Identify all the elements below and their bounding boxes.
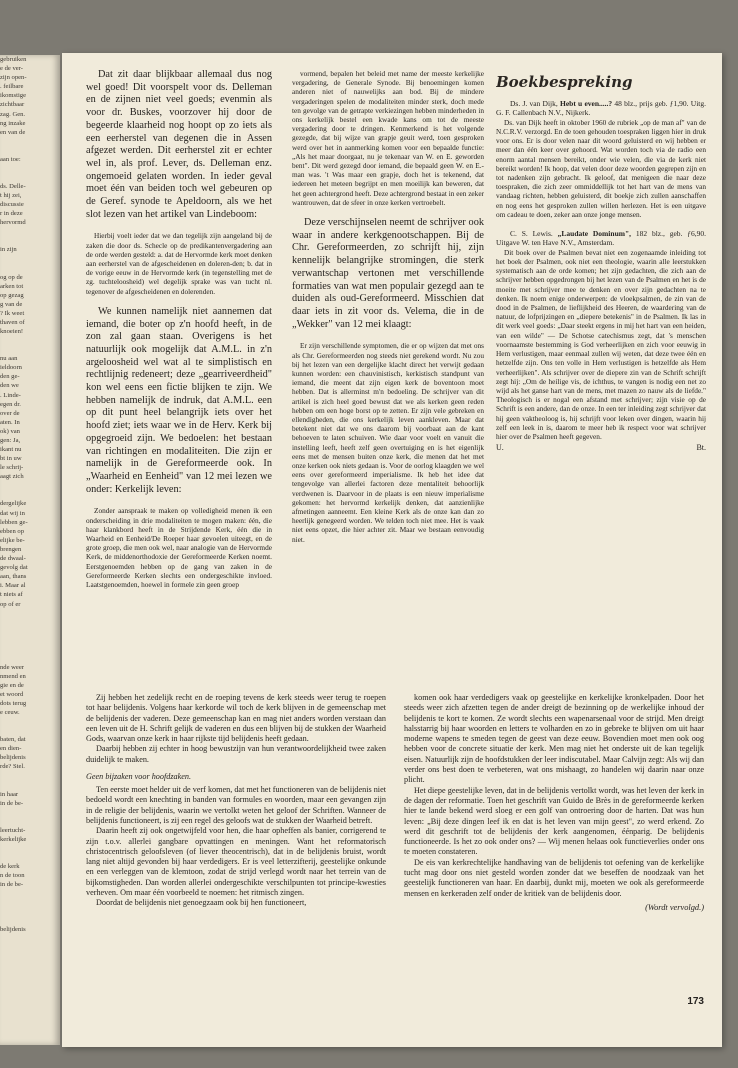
previous-page-line: leertucht-: [0, 826, 26, 834]
previous-page-line: dat wij in: [0, 509, 25, 517]
previous-page-line: aan, thans: [0, 573, 27, 581]
column-2: [292, 69, 484, 689]
previous-page-line: [0, 255, 60, 273]
previous-page-line: t hij zei,: [0, 192, 22, 200]
previous-page-line: g van de: [0, 300, 23, 308]
previous-page-line: [0, 137, 60, 155]
previous-page-line: rde? Stel.: [0, 763, 25, 771]
previous-page-line: ikomstige: [0, 92, 27, 100]
previous-page-line: gen: Ja,: [0, 437, 21, 444]
previous-page-line: [0, 164, 60, 182]
signature-right: Bt.: [696, 443, 706, 453]
previous-page-line: op gezag: [0, 291, 24, 299]
review-1-citation: [496, 99, 706, 118]
previous-page-line: in haar: [0, 790, 19, 798]
previous-page-line: e ceuw.: [0, 709, 20, 717]
previous-page-line: belijdenis: [0, 926, 26, 934]
column-2-quote-1: vormend, bepalen het beleid met name der meeste kerkelijke vergadering, de Generale Synode. Bij benoemingen komen anderen niet of nauwelijks aan bod. Bij de mindere vergaderingen spelen de modaliteiten minder sterk, doch mede ten gevolge van de getrapte verkiezingen hebben minderheden in ons kerkelijk bestel een kwade kans om tot de meeste vergadering door te dringen. Kenmerkend is het volgende gezegde, dat bij wijze van grapje geuit werd, toen gesproken werd over het in aanmerking komen voor een bepaalde functie: „Als het maar doorgaat, nu je tekenaar van W. en E. geworden bent". Dit werd gezegd door iemand, die bepaald geen W. en E.-man was. 't Was maar een grapje, doch het is tekenend, dat iedereen het meteen begrijpt en men moeilijk kan beweren, dat het geen achtergrond heeft. Deze achtergrond bestaat in een zeker wantrouwen, dat de sfeer in onze kerken vertroebelt.: [292, 69, 484, 207]
previous-page-line: [0, 772, 60, 790]
previous-page-line: aan toe:: [0, 155, 21, 163]
review-signature: [496, 443, 706, 452]
previous-page-line: over de: [0, 409, 20, 417]
previous-page-line: [0, 227, 60, 245]
previous-page-strip: [0, 55, 60, 1045]
previous-page-line: dots terug: [0, 699, 27, 707]
previous-page-line: knoeien!: [0, 328, 24, 336]
previous-page-line: gevolg dat: [0, 564, 28, 572]
column-1-quote-2: Zonder aanspraak te maken op volledigheid menen ik een onderscheiding in drie modaliteiten te mogen maken: één, die haar klankbord heeft in de Strijdende Kerk, één die in Waarheid en Eenheid/De Roeper haar gevoelen uiteegt, en de grote groep, die men ook wel, naar analogie van de Hervormde Kerk, de middenorthodoxie der Gereformeerde Kerken noemt. Eerstgenoemden hebben op de gang van zaken in de Gereformeerde Kerken slechts een ondergeschikte invloed. Laatstgenoemden, hoewel in formele zin geen groep: [86, 506, 272, 590]
review-2-citation: [496, 229, 706, 248]
previous-page-line: ds. Delle-: [0, 182, 26, 190]
previous-page-line: n de toon: [0, 872, 25, 879]
previous-page-line: [0, 609, 60, 627]
previous-page-line: . feilbare: [0, 83, 24, 91]
column-2-paragraph-1: Deze verschijnselen neemt de schrijver ook waar in andere kerkgenootschappen. Bij de Chr. Gereformeerden, zo schrijft hij, zijn kennelijk belangrijke stromingen, die sterk verwantschap vertonen met verschillende formaties van wat men populair gezegd aan te duiden als oud-Gereformeerd. Misschien dat daar iets in zit voor ds. Velema, die in de „Wekker" van 12 mei klaagt:: [292, 217, 484, 330]
page-number: 173: [687, 996, 704, 1007]
column-2-quote-2: Er zijn verschillende symptomen, die er op wijzen dat met ons als Chr. Gereformeerden nog steeds niet gerekend wordt. Nu zou bij het lezen van een dergelijke klacht direct het verwijt gedaan kunnen worden: een chauvinistisch, kerkistisch standpunt van iemand, die meent dat zijn eigen kerk de boventoon moet hebben. Dat is allerminst m'n bedoeling. De schrijver van dit artikel is zich heel goed bewust dat we als kerken geen reden hebben om een hoge borst op te zetten. Er zijn vele gebreken en ellendigheden, die ons kerkelijk leven aankleven. Maar dat betekent niet dat we ons daarom bij voorbaat aan de kant behoeven te laten schuiven. Wie daar voor voelt en vanuit die instelling leeft, heeft zelf geen overtuiging en is het eigenlijk eens met de mensen buiten onze kerk, die menen dat het met onze kerken ook niets gedaan is. Voor de oorlog klaagden we wel eens over gereformeerd imperialisme. Ik heb het idee dat tengevolge van allerlei factoren deze mentaliteit behoorlijk verdwenen is. Daarvoor in de plaats is een nieuw imperialisme gekomen: het hervormd kerkelijk denken, dat aanzienlijke afmetingen aanneemt. Een kleine Kerk als de onze kan dan zo heerlijk genegeerd worden. We telden toch niet mee. Het is vaak niet eens opzet, die hier achter zit. Maar we bestaan eenvoudig niet.: [292, 341, 484, 544]
previous-page-line: [0, 336, 60, 354]
previous-page-line: t niets af: [0, 591, 23, 599]
previous-page-line: [0, 627, 60, 645]
previous-page-line: hervormd: [0, 219, 26, 227]
previous-page-line: de dwaal-: [0, 555, 26, 563]
previous-page-line: i. Maar al: [0, 582, 26, 590]
lower-left-paragraph-5: Doordat de belijdenis niet genoegzaam ook bij hen functioneert,: [96, 898, 307, 908]
previous-page-line: thaven of: [0, 318, 25, 326]
lower-article: [86, 693, 706, 993]
previous-page-line: de kerk: [0, 862, 20, 870]
review-2-author: C. S. Lewis.: [510, 229, 553, 239]
previous-page-line: [0, 808, 60, 826]
previous-page-line: en van de: [0, 128, 26, 136]
book-review-heading: Boekbespreking: [496, 73, 633, 91]
previous-page-line: elijke be-: [0, 536, 25, 544]
previous-page-line: lebben ge-: [0, 518, 28, 526]
previous-page-line: gie en de: [0, 681, 24, 689]
previous-page-line: e de ver-: [0, 65, 23, 73]
previous-page-line: gebruiken: [0, 56, 27, 63]
previous-page-line: . Linde-: [0, 391, 21, 399]
review-1-title: Hebt u even.....?: [559, 99, 613, 108]
previous-page-line: in de be-: [0, 799, 24, 807]
review-2-title: „Laudate Dominum",: [557, 229, 632, 239]
previous-page-line: den ge-: [0, 373, 20, 381]
previous-page-line: ? Ik weet: [0, 309, 25, 317]
lower-right-paragraph-2: Het diepe geestelijke leven, dat in de belijdenis vertolkt wordt, was het leven der kerk in de dagen der reformatie. Toen het geschrift van Guido de Brès in de gereformeerde kerken hier te lande bekend werd sloeg er een golf van ontroering door de harten. Dat was hun leven: „Bij deze dingen leef ik en dat is het leven van mijn geest", zo werd erkend. Zo werd dit geschrift tot de belijdenis der kerk aangenomen, éénparig. De belijdenis functioneerde. Is het zo ook onder ons? — Wij menen helaas ook functieverlies onder ons te moeten constateren.: [404, 785, 704, 857]
previous-page-line: discussie: [0, 201, 24, 209]
previous-page-line: in de be-: [0, 881, 24, 889]
previous-page-line: [0, 844, 60, 862]
previous-page-line: belijdenis: [0, 754, 26, 762]
lower-left-subheading: Geen bijzaken voor hoofdzaken.: [86, 772, 192, 782]
previous-page-line: arken tot: [0, 282, 24, 290]
lower-left-paragraph-4: Daarin heeft zij ook ongetwijfeld voor hen, die haar opheffen als banier, corrigerend te zijn t.o.v. allerlei gangbare opvattingen en meningen. Want het reformatorisch christocentrisch geloofsleven (of liever theocentrisch), dat in de belijdenis bruist, wordt lang niet altijd gevonden bij haar verdedigers. Er is veel letterzifterij, geestelijke onkunde en een verleggen van de klemtoon, zodat de strijd verlegd wordt naar het terrein van de bijkomstigheden. Dan worden allerlei ondergeschikte verschilpunten tot principe-kwesties verheven. Om maar één voorbeeld te noemen: het ritmisch zingen.: [86, 826, 386, 898]
previous-page-line: [0, 645, 60, 663]
previous-page-line: ebben op: [0, 527, 24, 535]
previous-page-line: kerkelijke: [0, 835, 27, 843]
previous-page-line: [0, 481, 60, 499]
previous-page-line: den we: [0, 382, 19, 390]
previous-page-line: ikant nu: [0, 446, 22, 454]
previous-page-line: aten. In: [0, 418, 20, 426]
lower-article-left-column: [86, 693, 386, 909]
lower-left-paragraph-3: Ten eerste moet helder uit de verf komen, dat met het functioneren van de belijdenis niet bedoeld wordt een knechting in banden van formules en woorden, maar een gevangen zijn in de religie der belijdenis, waarin we vertolkt weten het geloof der Schriften. Wanneer de belijdenis functioneert, is zij een regel des geloofs wat de stukken der Waarheid betreft.: [86, 785, 386, 825]
lower-right-paragraph-3: De eis van kerkrechtelijke handhaving van de belijdenis tot oefening van de kerkelijke tucht mag door ons niet gesteld worden zonder dat we beseffen de noodzaak van het geestelijk functioneren van haar. En daarbij, dunkt mij, moeten we ook als gereformeerde mensen en kerkeraden zelf onder de kritiek van de belijdenis door.: [404, 857, 704, 898]
previous-page-line: in zijn: [0, 246, 17, 254]
previous-page-line: op of er: [0, 600, 21, 608]
previous-page-line: zag. Gen.: [0, 110, 26, 118]
previous-page-line: bt in uw: [0, 455, 22, 463]
previous-page-line: nde weer: [0, 663, 24, 671]
previous-page-line: dergelijke: [0, 500, 27, 508]
previous-page-line: nu aan: [0, 355, 18, 363]
column-1-paragraph-2: We kunnen namelijk niet aannemen dat iemand, die boter op z'n hoofd heeft, in de zon zal gaan staan. Overigens is het natuurlijk ook mogelijk dat A.M.L. in z'n argeloosheid wel wat al te simplistisch en rechtlijnig redeneert; deze „gearriveerdheid" kon wel eens een fictie blijken te zijn. We hebben namelijk de indruk, dat A.M.L. een op dit punt heel belangrijk iets over het hoofd ziet; iets waar we in de Herv. Kerk bij opgegroeid zijn. We bedoelen: het bestaan van richtingen en modaliteiten. Die zijn er namelijk in de Gereformeerde ook. In „Waarheid en Eenheid" van 12 mei lezen we onder: Kerkelijk leven:: [86, 305, 272, 495]
previous-page-line: ok) van: [0, 427, 20, 435]
previous-page-line: [0, 907, 60, 925]
previous-page-line: zijn open-: [0, 74, 27, 82]
magazine-page: [62, 53, 722, 1047]
book-review-column: [496, 69, 706, 689]
lower-left-paragraph-2: Daarbij hebben zij echter in hoog bewustzijn van hun verantwoordelijkheid twee zaken duidelijk te maken.: [86, 744, 386, 764]
column-1-paragraph-1: Dat zit daar blijkbaar allemaal dus nog wel goed! Dit voorspelt voor ds. Delleman en de zijnen niet veel goeds; evenmin als voor dr. Buskes, voorzover hij door de begeerde klaarheid nog hoopt op zo iets als een eerherstel van degenen die in Assen afgezet werden. Dit eerherstel zit er echter wel in, als prof. Lever, ds. Delleman enz. ongemoeid gelaten worden. In ieder geval moet één van beiden toch wel gebeuren op de Geref. synode te Apeldoorn, als we het slot lezen van het artikel van Lindeboom:: [86, 69, 272, 220]
review-1-meta: 48 blz., prijs geb. ƒ1,90. Uitg. G. F. Callenbach N.V., Nijkerk.: [496, 99, 706, 118]
previous-page-line: zichtbaar: [0, 101, 25, 109]
review-1-author: Ds. J. van Dijk,: [510, 99, 558, 108]
previous-page-line: baten, dat: [0, 736, 26, 744]
previous-page-line: ng inzake: [0, 119, 26, 127]
previous-page-line: og op de: [0, 273, 23, 281]
previous-page-line: ieldoorn: [0, 364, 22, 372]
previous-page-line: nmend en: [0, 672, 26, 680]
previous-page-line: [0, 717, 60, 735]
lower-right-paragraph-1: komen ook haar verdedigers vaak op geestelijke en kerkelijke kronkelpaden. Door het steeds weer zich afzetten tegen de ander dreigt de bezinning op de werkelijke inhoud der belijdenis te kort te komen. Ze wordt slechts een wapenarsenaal voor de strijd. Men dreigt halsstarrig bij haar woorden en letters te volharden en zo in gebreke te blijven om uit haar moderne wapens te smeden tegen de geest van deze eeuw. Bovendien moet men ook oog hebben voor de concrete situatie der kerk. Men mag niet het onderste uit de kan tegelijk eisen. Natuurlijk zijn de hoofdstukken der leer indiscutabel. Maar Calvijn zegt: Als wij dan verder ons best doen te verbeteren, wat ons mishaagt, zo handelen wij daarin naar onze plicht.: [404, 693, 704, 785]
review-2-text: Dit boek over de Psalmen bevat niet een zogenaamde inleiding tot het boek der Psalmen, ook niet een theologie, waarin alle leerstukken systematisch aan de orde komen; het zijn gedachten, die zich aan de schrijver hebben opgedrongen bij het lezen van de Psalmen en het is de moeite met schrijver mee te denken en over zijn gedachten na te denken. Ik noem enige onderwerpen: de vloekpsalmen, de zin van de dood in de Psalmen, de lieflijkheid des Heeren, de waardering van de natuur, de lofprijzingen en „diepere betekenis" in de Psalmen. Ik las in dit werk veel goeds: „Daar steekt ergens in mij het hart van een heiden, van een wilde" — De Schotse catechismus zegt, dat 's menschen voornaamste bestemming is God verheerlijken en zich voor eeuwig in Hem verlustigen, maar eenmaal zullen wij weten, dat deze twee één en hetzelfde zijn. Ons ten volle in Hem verlustigen is hetzelfde als Hem verheerlijken". Als schrijver over de diepere zin van de Schrift schrijft zegt hij: „Om de heilige vis, de ichthus, te vangen is nodig een net zo wijd als het ganse hart van de mens, met mazen zo nauw als de liefde." Theologisch is er nogal een afstand met schrijver; zijn visie op de Schrift is een andere, dan de onze. In een ter inleiding zegt schrijver dat hij geen vaktheoloog is, hij schrijft voor leken over dingen, waarin hij zelf een leek in is, daarom te meer heb ik respect voor wat schrijver hier over de Psalmen heeft gegeven.: [496, 247, 706, 441]
signature-left: U.: [496, 443, 504, 453]
previous-page-line: egen dr.: [0, 400, 21, 408]
column-1: [86, 69, 272, 689]
previous-page-line: aagt zich: [0, 473, 24, 481]
review-1-text: Ds. van Dijk heeft in oktober 1960 de rubriek „op de man af" van de N.C.R.V. verzorgd. En de toen gehouden toespraken liggen hier in druk voor ons. Er is door velen naar dit woord geluisterd en wij hebben er meer dan één keer over gehoord. Wat worden toch via de radio een enorm aantal mensen bereikt, onder wie velen, die via de kerk niet bereikt worden! Ik hoop, dat velen door deze woorden gegrepen zijn en tot nadenken zijn gebracht. Ik geloof, dat menigeen die naar deze toespraken, die zich zeer ommiddellijk tot het hart van de mens van vandaag richten, hebben geluisterd, dit boekje zich zullen aanschaffen en nog eens het gesproken zullen willen herlezen. Het is een uitgave om cadeau te doen, zeker aan onze jonge mensen.: [496, 117, 706, 219]
previous-page-line: [0, 889, 60, 907]
lower-article-right-column: [404, 693, 704, 912]
previous-page-line: et woord: [0, 690, 24, 698]
lower-left-paragraph-1: Zij hebben het zedelijk recht en de roeping tevens de kerk steeds weer terug te roepen tot haar belijdenis. Volgens haar kerkorde wil toch de kerk blijven in de gemeenschap met de belijdenis der vaderen. Deze gemeenschap kan en mag niet anders worden verstaan dan een leven uit de H. Schrift gelijk de vaderen en dus een blijven bij de stukken der Waarheid Gods, waarvan onze kerk in haar rijkste tijd belijdenis heeft gedaan.: [86, 693, 386, 744]
previous-page-line: brengen: [0, 545, 22, 553]
previous-page-line: r in deze: [0, 210, 23, 218]
review-2-meta: 182 blz., geb. ƒ6,90. Uitgave W. ten Have N.V., Amsterdam.: [496, 229, 706, 248]
column-1-quote-1: Hierbij voelt ieder dat we dan tegelijk zijn aangeland bij de zaken die door ds. Schecle op de predikantenvergadering aan de orde werden gesteld: a. dat de Hervormde kerk moet denken aan eerherstel van de afgescheidenen en doleren-den; b. dat in de vorige eeuw in de Hervormde kerk (in tegenstelling met de zg. tuchteloosheid) wel degelijk sprake was van tucht nl. tegenover de afgescheidenen en dolerenden.: [86, 231, 272, 296]
to-be-continued-note: (Wordt vervolgd.): [645, 902, 704, 912]
previous-page-line: en dien-: [0, 745, 22, 753]
previous-page-line: le schrij-: [0, 464, 24, 472]
